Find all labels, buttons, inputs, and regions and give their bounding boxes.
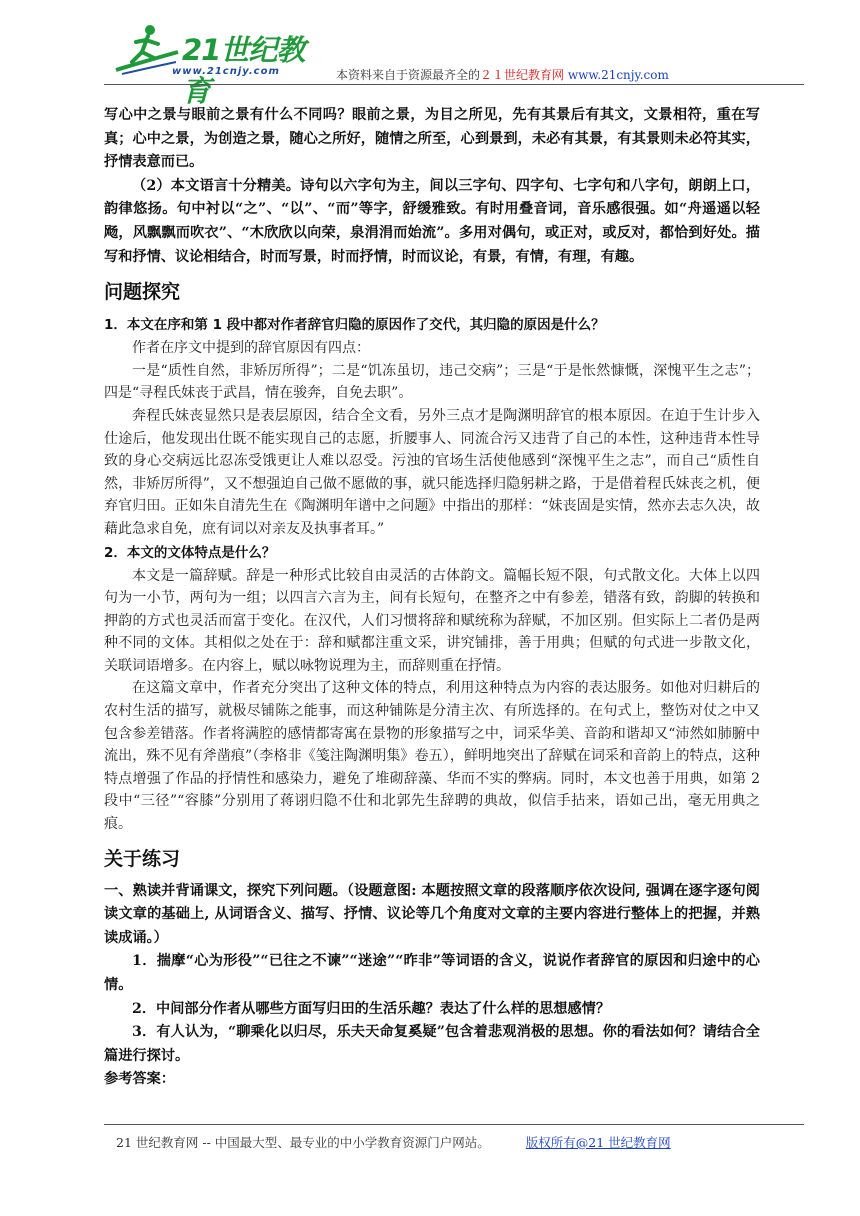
page-header [104, 18, 804, 108]
copyright-link[interactable]: 版权所有@21 世纪教育网 [525, 1135, 671, 1150]
footer-text-line [116, 1133, 804, 1151]
site-logo[interactable] [112, 22, 322, 108]
header-divider [104, 84, 804, 85]
section-heading: 问题探究 [104, 281, 181, 304]
answer-paragraph: 作者在序文中提到的辞官原因有四点： [132, 340, 370, 357]
logo-url: www.21cnjy.com [172, 66, 280, 77]
answer-paragraph: 本文是一篇辞赋。辞是一种形式比较自由灵活的古体韵文。篇幅长短不限，句式散文化。大体上以四句为一小节，两句为一组；以四言六言为主，间有长短句，在整齐之中有参差，错落有致，韵脚的转换和押韵的方式也灵活而富于变化。在汉代，人们习惯将辞和赋统称为辞赋，不加区别。但实际上二者仍是两种不同的文体。其相似之处在于：辞和赋都注重文采，讲究铺排，善于用典；但赋的句式进一步散文化，关联词语增多。在内容上，赋以咏物说理为主，而辞则重在抒情。 [104, 567, 760, 674]
source-prefix: 本资料来自于资源最齐全的 [336, 68, 481, 82]
exercise-item: 2．中间部分作者从哪些方面写归田的生活乐趣？表达了什么样的思想感情？ [132, 1000, 611, 1017]
question: 1．本文在序和第 1 段中都对作者辞官归隐的原因作了交代，其归隐的原因是什么？ [104, 317, 605, 334]
exercise-item: 3．有人认为，“聊乘化以归尽，乐夫天命复奚疑”包含着悲观消极的思想。你的看法如何？请结合全篇进行探讨。 [104, 1024, 760, 1064]
exercise-item: 1．揣摩“心为形役”“已往之不谏”“迷途”“昨非”等词语的含义，说说作者辞官的原因和归途中的心情。 [104, 953, 760, 993]
document-body [104, 104, 760, 1092]
logo-text: 21世纪教育 [182, 33, 305, 108]
paragraph: （2）本文语言十分精美。诗句以六字句为主，间以三字句、四字句、七字句和八字句，朗朗上口，韵律悠扬。句中衬以“之”、“以”、“而”等字，舒缓雅致。有时用叠音词，音乐感很强。如“舟遥遥以轻飏，风飘飘而吹衣”、“木欣欣以向荣，泉涓涓而始流”。多用对偶句，或正对，或反对，都恰到好处。描写和抒情、议论相结合，时而写景，时而抒情，时而议论，有景，有情，有理，有趣。 [104, 177, 760, 265]
footer-text: 21 世纪教育网 -- 中国最大型、最专业的中小学教育资源门户网站。 [116, 1135, 490, 1150]
page-footer [104, 1124, 804, 1151]
source-url-link[interactable]: www.21cnjy.com [567, 68, 669, 82]
source-site-link[interactable]: ２１世纪教育网 [480, 68, 565, 82]
answer-paragraph: 奔程氏妹丧显然只是表层原因，结合全文看，另外三点才是陶渊明辞官的根本原因。在迫于生计步入仕途后，他发现出仕既不能实现自己的志愿，折腰事人、同流合污又违背了自己的本性，这种违背本性导致的身心交病远比忍冻受饿更让人难以忍受。污浊的官场生活使他感到“深愧平生之志”，而自己“质性自然，非矫厉所得”，又不想强迫自己做不愿做的事，就只能选择归隐躬耕之路，于是借着程氏妹丧之机，便弃官归田。正如朱自清先生在《陶渊明年谱中之问题》中指出的那样：“妹丧固是实情，然亦去志久决，故藉此急求自免，庶有词以对亲友及执事者耳。” [104, 407, 760, 537]
section-heading: 关于练习 [104, 847, 181, 870]
question: 2．本文的文体特点是什么？ [104, 544, 276, 561]
answer-label: 参考答案： [104, 1071, 175, 1088]
exercise-intro: 一、熟读并背诵课文，探究下列问题。（设题意图: 本题按照文章的段落顺序依次设问, 强调在逐字逐句阅读文章的基础上, 从词语含义、描写、抒情、议论等几个角度对文章的主要内容进行整体上的把握，并熟读成诵。） [104, 882, 760, 946]
answer-paragraph: 一是“质性自然，非矫厉所得”；二是“饥冻虽切，违己交病”；三是“于是怅然慷慨，深愧平生之志”；四是“寻程氏妹丧于武昌，情在骏奔，自免去职”。 [104, 362, 760, 402]
paragraph: 写心中之景与眼前之景有什么不同吗？眼前之景，为目之所见，先有其景后有其文，文景相符，重在写真；心中之景，为创造之景，随心之所好，随情之所至，心到景到，未必有其景，有其景则未必符其实，抒情表意而已。 [104, 107, 760, 171]
answer-paragraph: 在这篇文章中，作者充分突出了这种文体的特点，利用这种特点为内容的表达服务。如他对归耕后的农村生活的描写，就极尽铺陈之能事，而这种铺陈是分清主次、有所选择的。在句式上，整饬对仗之中又包含参差错落。作者将满腔的感情都寄寓在景物的形象描写之中，词采华美、音韵和谐却又“沛然如肺腑中流出，殊不见有斧凿痕”（李格非《笺注陶渊明集》卷五），鲜明地突出了辞赋在词采和音韵上的特点，这种特点增强了作品的抒情性和感染力，避免了堆砌辞藻、华而不实的弊病。同时，本文也善于用典，如第 2 段中“三径”“容膝”分别用了蒋诩归隐不仕和北郭先生辞聘的典故，似信手拈来，语如己出，毫无用典之痕。 [104, 680, 760, 833]
header-source-line [336, 66, 669, 83]
footer-divider [104, 1124, 804, 1125]
